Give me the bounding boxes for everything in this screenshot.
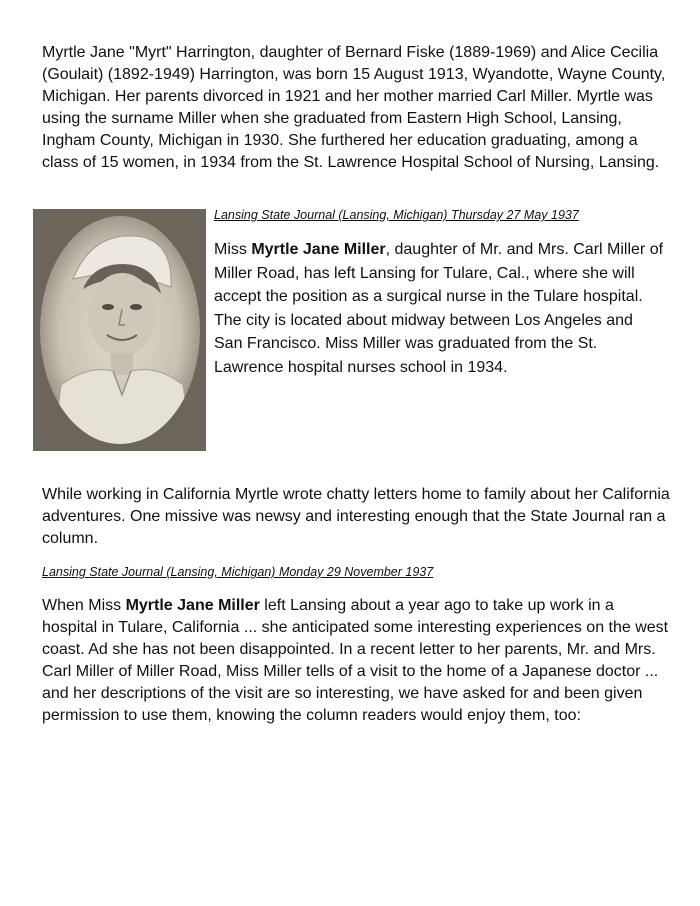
- clipping2-article: [42, 595, 672, 727]
- clipping2-body: left Lansing about a year ago to take up work in a hospital in Tulare, California ... she anticipated some interesting experiences on the west coast. Ad she has not been disappointed. In a recent letter to her parents, Mr. and Mrs. Carl Miller of Miller Road, Miss Miller tells of a visit to the home of a Japanese doctor ... and her descriptions of the visit are so interesting, we have asked for and been given permission to use them, knowing the column readers would enjoy them, too:: [42, 597, 669, 724]
- bridge-text: While working in California Myrtle wrote chatty letters home to family about her California adventures. One missive was newsy and interesting enough that the State Journal ran a column.: [42, 486, 670, 547]
- clipping1-body: , daughter of Mr. and Mrs. Carl Miller of Miller Road, has left Lansing for Tulare, Cal., where she will accept the position as a surgical nurse in the Tulare hospital. The city is located about midway between Los Angeles and San Francisco. Miss Miller was graduated from the St. Lawrence hospital nurses school in 1934.: [214, 241, 664, 376]
- bridge-paragraph: [42, 484, 672, 550]
- intro-paragraph: [42, 42, 672, 174]
- clipping1-name: Myrtle Jane Miller: [251, 241, 386, 258]
- clipping1-source: Lansing State Journal (Lansing, Michigan) Thursday 27 May 1937: [214, 208, 579, 222]
- clipping1-article: [214, 238, 664, 379]
- clipping2-lead: When Miss: [42, 597, 126, 614]
- intro-text: Myrtle Jane "Myrt" Harrington, daughter of Bernard Fiske (1889-1969) and Alice Cecilia (Goulait) (1892-1949) Harrington, was born 15 August 1913, Wyandotte, Wayne County, Michigan. Her parents divorced in 1921 and her mother married Carl Miller. Myrtle was using the surname Miller when she graduated from Eastern High School, Lansing, Ingham County, Michigan in 1930. She furthered her education graduating, among a class of 15 women, in 1934 from the St. Lawrence Hospital School of Nursing, Lansing.: [42, 44, 666, 171]
- clipping1-lead: Miss: [214, 241, 252, 258]
- portrait-image: [33, 209, 206, 451]
- clipping2-source: Lansing State Journal (Lansing, Michigan) Monday 29 November 1937: [42, 565, 434, 579]
- nurse-portrait-photo: [33, 209, 206, 451]
- clipping2-name: Myrtle Jane Miller: [125, 597, 260, 614]
